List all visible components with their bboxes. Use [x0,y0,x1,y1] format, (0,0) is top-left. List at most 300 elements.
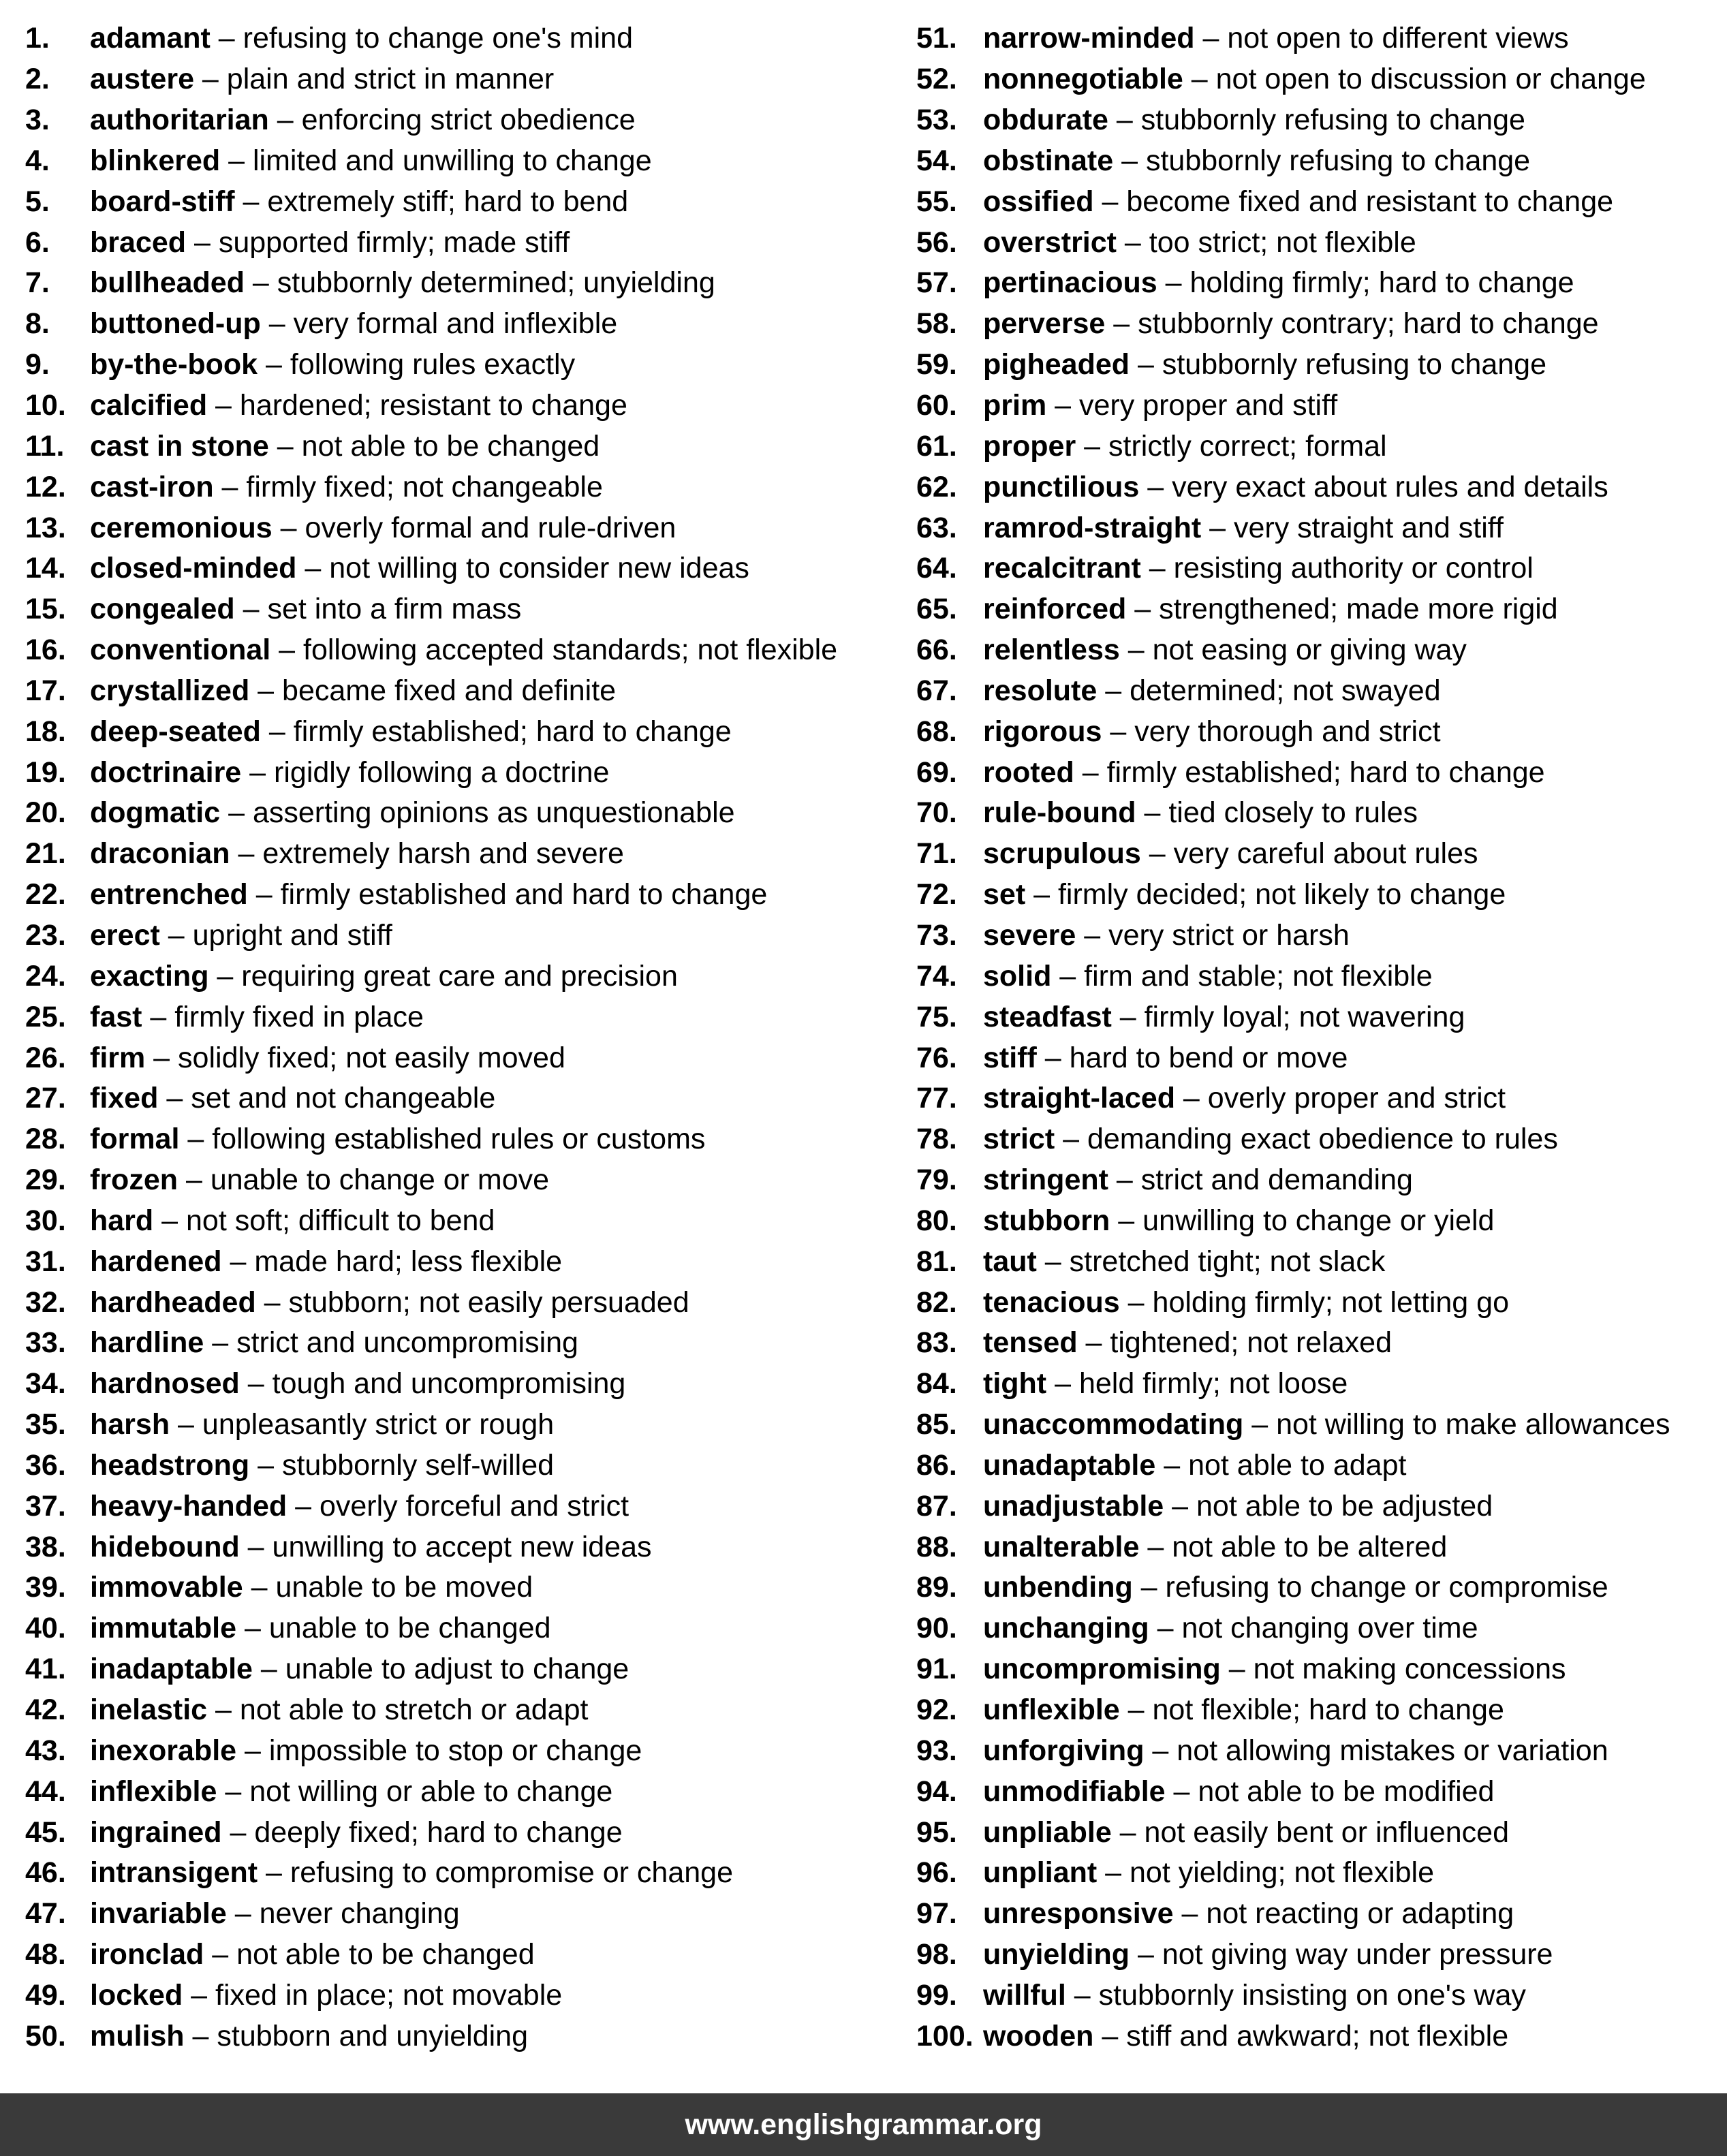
item-number: 33. [25,1326,66,1360]
list-item [916,630,1724,671]
list-item [25,386,877,426]
item-term: unalterable [983,1530,1140,1563]
separator: – [1046,389,1079,422]
list-item [916,345,1724,386]
item-number: 66. [916,634,957,667]
separator: – [236,1612,269,1645]
list-item [916,1446,1724,1486]
item-definition: unpleasantly strict or rough [202,1408,555,1441]
list-item [25,1608,877,1649]
item-term: board-stiff [90,185,235,218]
item-definition: firmly loyal; not wavering [1144,1000,1465,1033]
item-term: tight [983,1367,1047,1401]
item-number: 55. [916,185,957,218]
item-term: conventional [90,634,271,667]
item-term: unaccommodating [983,1408,1244,1441]
item-number: 98. [916,1938,957,1971]
item-definition: not able to be changed [236,1938,535,1971]
list-item [916,181,1724,222]
item-number: 64. [916,552,957,585]
list-item [25,426,877,467]
item-term: tensed [983,1326,1078,1360]
item-definition: very thorough and strict [1134,715,1441,748]
list-item [25,1160,877,1201]
separator: – [1097,674,1130,707]
item-number: 12. [25,470,66,503]
item-number: 5. [25,185,50,218]
separator: – [1093,2019,1127,2052]
item-number: 60. [916,389,957,422]
list-item [916,834,1724,875]
separator: – [260,307,294,341]
item-term: cast in stone [90,429,269,463]
item-definition: very exact about rules and details [1172,470,1608,503]
item-definition: limited and unwilling to change [252,144,652,177]
item-number: 22. [25,878,66,911]
item-number: 36. [25,1448,66,1482]
separator: – [236,1734,269,1767]
separator: – [1165,1775,1198,1808]
item-term: unadaptable [983,1448,1156,1482]
item-number: 47. [25,1897,66,1931]
item-term: obstinate [983,144,1114,177]
item-term: immovable [90,1571,243,1604]
item-term: hardline [90,1326,204,1360]
item-number: 4. [25,144,50,177]
list-item [25,1486,877,1527]
item-number: 46. [25,1856,66,1890]
separator: – [1105,307,1138,341]
list-item [916,1486,1724,1527]
item-number: 34. [25,1367,66,1401]
list-item [25,630,877,671]
separator: – [1025,878,1058,911]
item-number: 43. [25,1734,66,1767]
separator: – [1036,1245,1070,1278]
separator: – [1076,429,1108,463]
separator: – [1074,755,1107,789]
item-definition: strict and uncompromising [236,1326,578,1360]
item-number: 85. [916,1408,957,1441]
separator: – [159,918,193,952]
item-definition: enforcing strict obedience [301,104,636,137]
list-item [916,141,1724,182]
item-number: 69. [916,755,957,789]
list-item [25,589,877,630]
item-number: 81. [916,1245,957,1278]
list-item [25,956,877,997]
item-definition: not willing to consider new ideas [329,552,749,585]
item-term: set [983,878,1026,911]
list-item [25,1037,877,1078]
item-definition: not easing or giving way [1152,634,1467,667]
item-number: 19. [25,755,66,789]
item-term: closed-minded [90,552,297,585]
separator: – [217,1775,250,1808]
separator: – [1130,1938,1162,1971]
item-definition: unable to change or move [210,1163,550,1197]
item-term: unflexible [983,1693,1120,1727]
list-item [25,752,877,793]
item-number: 65. [916,593,957,626]
separator: – [207,389,240,422]
item-number: 70. [916,796,957,830]
item-definition: very careful about rules [1173,837,1478,871]
separator: – [1036,1041,1070,1074]
item-number: 84. [916,1367,957,1401]
list-item [916,1160,1724,1201]
item-number: 37. [25,1489,66,1522]
item-term: heavy-handed [90,1489,287,1522]
list-item [916,1119,1724,1160]
item-number: 35. [25,1408,66,1441]
list-item [25,1364,877,1405]
list-item [25,1649,877,1690]
item-number: 82. [916,1285,957,1319]
list-item [25,345,877,386]
item-term: pigheaded [983,348,1130,381]
item-term: strict [983,1123,1055,1156]
item-definition: upright and stiff [192,918,392,952]
list-item [25,916,877,956]
item-number: 100. [916,2019,974,2052]
list-item [25,834,877,875]
item-definition: stubborn; not easily persuaded [288,1285,689,1319]
item-number: 97. [916,1897,957,1931]
item-number: 24. [25,959,66,993]
separator: – [184,2019,217,2052]
item-definition: not yielding; not flexible [1130,1856,1435,1890]
list-item [25,1527,877,1567]
separator: – [220,796,253,830]
separator: – [213,470,247,503]
item-number: 61. [916,429,957,463]
list-item [25,1690,877,1731]
item-number: 31. [25,1245,66,1278]
list-item [916,875,1724,916]
item-term: inexorable [90,1734,237,1767]
separator: – [1130,348,1162,381]
list-item [916,467,1724,507]
separator: – [204,1938,237,1971]
item-number: 76. [916,1041,957,1074]
item-term: austere [90,63,194,96]
item-definition: not able to be altered [1172,1530,1448,1563]
item-term: mulish [90,2019,185,2052]
list-item [916,18,1724,59]
separator: – [1140,552,1174,585]
list-item [916,1323,1724,1364]
item-term: invariable [90,1897,227,1931]
item-number: 50. [25,2019,66,2052]
separator: – [287,1489,320,1522]
list-item [25,2016,877,2057]
separator: – [1046,1367,1079,1401]
list-item [916,426,1724,467]
item-number: 71. [916,837,957,871]
item-term: deep-seated [90,715,261,748]
list-item [916,1282,1724,1323]
item-term: hardened [90,1245,222,1278]
item-term: dogmatic [90,796,221,830]
item-definition: unwilling to accept new ideas [272,1530,652,1563]
item-number: 95. [916,1815,957,1849]
item-definition: stiff and awkward; not flexible [1126,2019,1509,2052]
item-term: rule-bound [983,796,1136,830]
item-number: 2. [25,63,50,96]
list-item [916,1037,1724,1078]
item-definition: not able to stretch or adapt [239,1693,589,1727]
item-term: inflexible [90,1775,217,1808]
list-item [25,1730,877,1771]
separator: – [1136,796,1169,830]
separator: – [239,1530,273,1563]
item-definition: become fixed and resistant to change [1126,185,1614,218]
item-definition: resisting authority or control [1173,552,1534,585]
item-definition: stubbornly insisting on one's way [1098,1978,1526,2012]
item-definition: tightened; not relaxed [1110,1326,1393,1360]
item-definition: strictly correct; formal [1108,429,1387,463]
item-definition: tied closely to rules [1168,796,1418,830]
item-number: 45. [25,1815,66,1849]
item-number: 58. [916,307,957,341]
item-definition: requiring great care and precision [241,959,678,993]
separator: – [1108,104,1141,137]
item-definition: supported firmly; made stiff [218,225,570,259]
item-number: 94. [916,1775,957,1808]
item-number: 10. [25,389,66,422]
item-definition: refusing to change or compromise [1165,1571,1608,1604]
item-term: obdurate [983,104,1108,137]
item-term: hidebound [90,1530,240,1563]
separator: – [1065,1978,1099,2012]
item-term: adamant [90,22,211,55]
item-term: fast [90,1000,142,1033]
item-term: fixed [90,1082,159,1115]
list-item [25,141,877,182]
item-term: recalcitrant [983,552,1141,585]
separator: – [1119,1693,1153,1727]
item-term: taut [983,1245,1037,1278]
item-number: 1. [25,22,50,55]
separator: – [255,1285,289,1319]
item-term: unyielding [983,1938,1130,1971]
separator: – [210,22,243,55]
separator: – [1119,634,1153,667]
item-definition: stubbornly refusing to change [1162,348,1546,381]
item-number: 39. [25,1571,66,1604]
item-definition: overly proper and strict [1207,1082,1506,1115]
item-number: 68. [916,715,957,748]
item-number: 73. [916,918,957,952]
item-definition: not allowing mistakes or variation [1177,1734,1608,1767]
item-definition: not giving way under pressure [1162,1938,1553,1971]
item-definition: deeply fixed; hard to change [254,1815,623,1849]
item-definition: set into a firm mass [267,593,522,626]
item-definition: not willing to make allowances [1276,1408,1670,1441]
item-definition: not reacting or adapting [1206,1897,1514,1931]
list-item [916,1364,1724,1405]
item-definition: following accepted standards; not flexible [303,634,838,667]
item-term: perverse [983,307,1106,341]
item-term: congealed [90,593,235,626]
item-definition: firmly fixed; not changeable [246,470,603,503]
separator: – [1055,1123,1087,1156]
separator: – [270,634,304,667]
item-number: 79. [916,1163,957,1197]
item-definition: holding firmly; hard to change [1189,266,1574,300]
item-definition: very straight and stiff [1233,511,1504,544]
item-definition: firmly established; hard to change [293,715,732,748]
list-item [916,386,1724,426]
item-term: steadfast [983,1000,1112,1033]
item-number: 51. [916,22,957,55]
item-term: ingrained [90,1815,222,1849]
separator: – [1111,1000,1145,1033]
item-definition: overly formal and rule-driven [305,511,676,544]
list-item [25,1200,877,1241]
item-term: scrupulous [983,837,1141,871]
separator: – [243,1571,276,1604]
list-item [25,18,877,59]
list-item [25,181,877,222]
item-term: stiff [983,1041,1037,1074]
separator: – [1076,918,1109,952]
separator: – [208,959,242,993]
separator: – [193,63,227,96]
item-term: buttoned-up [90,307,261,341]
item-number: 30. [25,1204,66,1237]
item-definition: not making concessions [1253,1653,1566,1686]
list-item [25,1812,877,1853]
item-definition: overly forceful and strict [319,1489,629,1522]
item-number: 54. [916,144,957,177]
separator: – [268,104,302,137]
item-definition: strengthened; made more rigid [1159,593,1558,626]
item-number: 80. [916,1204,957,1237]
list-item [916,2016,1724,2057]
separator: – [1126,593,1160,626]
separator: – [1183,63,1216,96]
item-term: bullheaded [90,266,245,300]
item-term: hard [90,1204,154,1237]
separator: – [1051,959,1085,993]
separator: – [186,225,219,259]
item-definition: firmly fixed in place [174,1000,424,1033]
separator: – [1149,1612,1182,1645]
item-term: entrenched [90,878,248,911]
item-definition: not open to different views [1227,22,1569,55]
list-item [916,1567,1724,1608]
item-definition: asserting opinions as unquestionable [252,796,735,830]
item-definition: unwilling to change or yield [1142,1204,1495,1237]
list-item [25,59,877,100]
list-item [916,1730,1724,1771]
separator: – [244,266,277,300]
list-item [916,1690,1724,1731]
item-definition: impossible to stop or change [268,1734,642,1767]
item-number: 53. [916,104,957,137]
list-item [916,548,1724,589]
separator: – [268,429,302,463]
separator: – [241,755,275,789]
list-item [25,793,877,834]
separator: – [1155,1448,1189,1482]
item-definition: stubbornly determined; unyielding [277,266,715,300]
item-number: 92. [916,1693,957,1727]
separator: – [1093,185,1127,218]
item-number: 18. [25,715,66,748]
list-item [916,1771,1724,1812]
item-number: 25. [25,1000,66,1033]
item-definition: fixed in place; not movable [215,1978,563,2012]
item-term: ossified [983,185,1094,218]
separator: – [1220,1653,1254,1686]
item-definition: following established rules or customs [212,1123,706,1156]
separator: – [220,144,253,177]
list-item [25,1935,877,1975]
separator: – [1102,715,1135,748]
item-number: 49. [25,1978,66,2012]
item-definition: stubbornly refusing to change [1140,104,1525,137]
item-term: uncompromising [983,1653,1221,1686]
list-item [25,1282,877,1323]
item-number: 26. [25,1041,66,1074]
separator: – [1174,1082,1208,1115]
item-number: 9. [25,348,50,381]
item-term: ceremonious [90,511,273,544]
item-term: reinforced [983,593,1127,626]
footer-url: www.englishgrammar.org [685,2108,1042,2141]
item-term: calcified [90,389,208,422]
separator: – [179,1123,213,1156]
item-term: unmodifiable [983,1775,1166,1808]
list-item [916,1078,1724,1119]
separator: – [260,715,294,748]
item-term: rooted [983,755,1074,789]
separator: – [221,1245,255,1278]
item-number: 52. [916,63,957,96]
item-number: 23. [25,918,66,952]
separator: – [249,674,283,707]
list-item [916,956,1724,997]
item-term: hardnosed [90,1367,240,1401]
list-item [916,507,1724,548]
separator: – [1140,837,1174,871]
item-number: 78. [916,1123,957,1156]
item-definition: firmly established; hard to change [1106,755,1545,789]
list-item [916,1975,1724,2016]
item-term: stringent [983,1163,1108,1197]
list-item [25,997,877,1037]
list-item [916,752,1724,793]
item-definition: firmly established and hard to change [280,878,768,911]
item-number: 40. [25,1612,66,1645]
separator: – [1164,1489,1197,1522]
item-term: draconian [90,837,230,871]
item-number: 48. [25,1938,66,1971]
list-item [916,1894,1724,1935]
list-item [916,1608,1724,1649]
item-number: 11. [25,429,65,463]
item-number: 87. [916,1489,957,1522]
item-definition: not soft; difficult to bend [186,1204,495,1237]
item-term: formal [90,1123,180,1156]
separator: – [1097,1856,1130,1890]
list-item [25,100,877,141]
item-definition: stubbornly refusing to change [1145,144,1531,177]
item-number: 7. [25,266,50,300]
